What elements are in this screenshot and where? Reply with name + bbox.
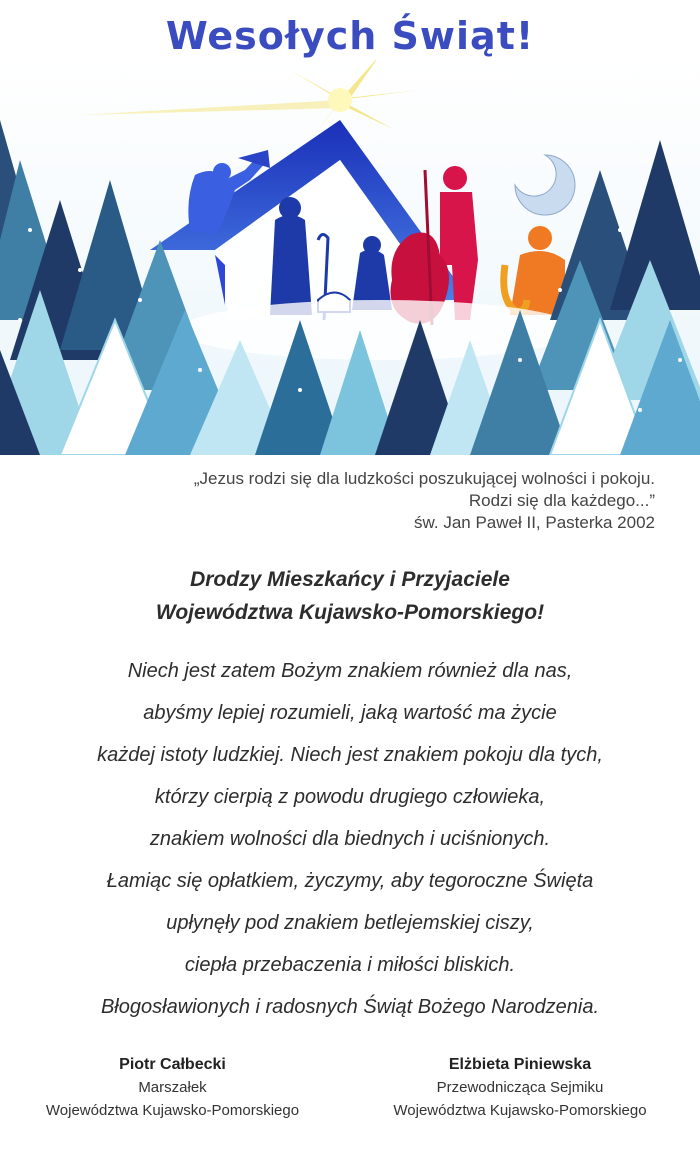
nativity-illustration <box>0 60 700 455</box>
message-line: znakiem wolności dla biednych i uciśnionych. <box>149 828 551 850</box>
greeting-line: Województwa Kujawsko-Pomorskiego! <box>155 601 545 624</box>
greeting-line: Drodzy Mieszkańcy i Przyjaciele <box>190 568 510 591</box>
quote-block <box>35 468 655 534</box>
signatory-org: Województwa Kujawsko-Pomorskiego <box>393 1102 647 1119</box>
greeting-heading <box>0 563 700 629</box>
signatory-org: Województwa Kujawsko-Pomorskiego <box>45 1102 300 1119</box>
quote-line: „Jezus rodzi się dla ludzkości poszukującej wolności i pokoju. <box>193 469 655 488</box>
message-line: Łamiąc się opłatkiem, życzymy, aby tegoroczne Święta <box>106 870 594 892</box>
message-line: Błogosławionych i radosnych Świąt Bożego Narodzenia. <box>100 996 600 1018</box>
message-line: ciepła przebaczenia i miłości bliskich. <box>184 954 516 976</box>
message-body <box>0 650 700 1028</box>
message-line: Niech jest zatem Bożym znakiem również dla nas, <box>127 660 573 682</box>
signatory-role: Marszałek <box>138 1079 207 1096</box>
message-line: upłynęły pod znakiem betlejemskiej ciszy, <box>166 912 534 934</box>
message-line: każdej istoty ludzkiej. Niech jest znakiem pokoju dla tych, <box>97 744 603 766</box>
quote-attribution: św. Jan Paweł II, Pasterka 2002 <box>414 513 655 532</box>
signature-chair <box>360 1053 680 1122</box>
signatory-role: Przewodnicząca Sejmiku <box>436 1079 604 1096</box>
signatory-name: Elżbieta Piniewska <box>448 1056 592 1073</box>
message-line: którzy cierpią z powodu drugiego człowieka, <box>154 786 546 808</box>
quote-line: Rodzi się dla każdego...” <box>468 491 655 510</box>
signature-marshal <box>15 1053 330 1122</box>
message-line: abyśmy lepiej rozumieli, jaką wartość ma życie <box>143 702 557 724</box>
signatory-name: Piotr Całbecki <box>119 1056 226 1073</box>
page-title: Wesołych Świąt! <box>165 14 535 58</box>
